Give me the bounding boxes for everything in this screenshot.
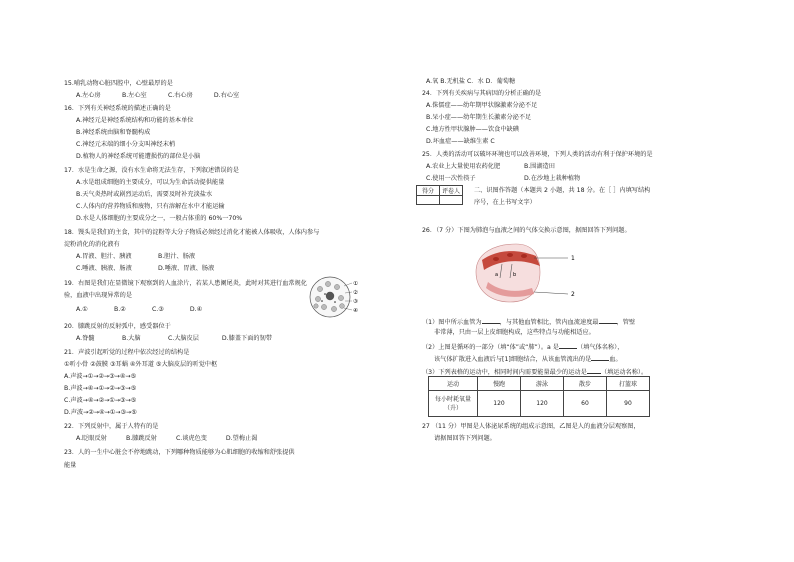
q24-option-d: D.坏血症——缺维生素 C — [426, 138, 495, 145]
oxygen-table — [428, 376, 650, 417]
score-cell[interactable] — [417, 196, 440, 205]
table-head-walk: 散步 — [564, 377, 607, 391]
section2-title-2: 序号，在上书写文字） — [474, 199, 536, 206]
q21-parts: ①听小骨 ②鼓膜 ③耳蜗 ④外耳道 ⑤大脑皮层的听觉中枢 — [64, 361, 218, 368]
q21-option-b: B.声波→④→①→②→③→⑤ — [64, 385, 137, 392]
q23-options: A.氧 B.无机盐 C．水 D．葡萄糖 — [426, 78, 516, 85]
q22-options: A.眨眼反射 B.膝跳反射 C.谈虎色变 D.望梅止渴 — [76, 435, 258, 442]
fig-label-b: b — [513, 272, 517, 278]
q27-stem: 27 （11 分）甲图是人体泌尿系统的组成示意图，乙图是人的血液分层观察图， — [422, 423, 640, 430]
q16-option-a: A.神经元是神经系统结构和功能的基本单位 — [76, 117, 194, 124]
blood-smear-figure — [308, 274, 362, 320]
table-cell-swim: 120 — [521, 391, 564, 417]
q26-sub2: （2）上图是循环的一部分（填“体”或“肺”）。a 是 （填气体名称）， — [422, 344, 624, 351]
q24-stem: 24．下列有关疾病与其病因的分析正确的是 — [422, 90, 542, 97]
white-blood-cell — [326, 292, 334, 300]
q18-stem: 18．馒头是我们的主食，其中的淀粉等大分子物质必须经过消化才能被人体吸收，人体内参与 — [64, 229, 320, 236]
q26-sub1: （1）图中所示血管为 ，与其他血管相比，管内血流速度最 ，管壁 — [422, 319, 636, 326]
q27-stem-2: 请据图回答下列问题。 — [434, 435, 496, 442]
q26-sub3: （3）下列表格的运动中，相同时间内需要能量最少的运动是 （填运动名称）。 — [422, 369, 648, 376]
q19-options: A.① B.② C.③ D.④ — [76, 306, 203, 313]
q26-sub1-cont: 非常薄，只由一层上皮细胞构成，这些特点与功能相适应。 — [434, 329, 595, 336]
blank-vessel[interactable] — [482, 317, 500, 324]
fig-label-1: ① — [353, 281, 358, 287]
q18-options-row1: A.胃液、胆汁、胰液 B.胆汁、肠液 — [76, 253, 196, 260]
fig-label-2: 2 — [571, 291, 575, 298]
q25-stem: 25．人类的活动可以破坏环境也可以改善环境，下列人类的活动有利于保护环境的是 — [422, 151, 653, 158]
q17-stem: 17．水是生命之源，没有水生命将无法生存，下列叙述错误的是 — [64, 167, 239, 174]
q24-option-c: C.地方性甲状腺肿——饮食中缺碘 — [426, 126, 519, 133]
q23-stem: 23．人的一生中心脏会不停地跳动，下列哪种物质能够为心肌细胞的收缩和舒张提供 — [64, 449, 295, 456]
q16-stem: 16．下列有关神经系统的描述正确的是 — [64, 105, 171, 112]
table-head-basketball: 打篮球 — [607, 377, 650, 391]
q15-options: A.左心房 B.左心室 C.右心房 D.右心室 — [76, 92, 240, 99]
table-cell-jog: 120 — [478, 391, 521, 417]
blank-exercise[interactable] — [587, 367, 601, 374]
table-cell-walk: 60 — [564, 391, 607, 417]
table-head-swim: 游泳 — [521, 377, 564, 391]
table-cell-basketball: 90 — [607, 391, 650, 417]
q21-option-c: C.声波→④→②→①→③→⑤ — [64, 397, 137, 404]
fig-label-3: ③ — [353, 299, 358, 305]
grader-cell[interactable] — [440, 196, 463, 205]
table-row-label: 每小时耗氧量（升） — [429, 391, 478, 417]
table-head-jog: 慢跑 — [478, 377, 521, 391]
q17-option-d: D.水是人体细胞的主要成分之一，一般占体重的 60%一70% — [76, 215, 243, 222]
fig-label-4: ④ — [353, 308, 358, 314]
q21-stem: 21．声波引起听觉的过程中依次经过的结构是 — [64, 349, 190, 356]
q15-stem: 15.哺乳动物心脏四腔中，心壁最厚的是 — [64, 80, 173, 87]
q20-stem: 20．膝跳反射的反射弧中，感受器位于 — [64, 323, 171, 330]
q23-stem-2: 能量 — [64, 462, 77, 469]
blank-speed[interactable] — [599, 317, 617, 324]
alveolus-capillary-figure — [474, 242, 584, 306]
q19-stem-2: 验，血液中出现异常的是 — [64, 292, 133, 299]
q16-option-c: C.神经元末端的细小分支叫神经末梢 — [76, 141, 176, 148]
q21-option-a: A.声波→①→②→③→④→⑤ — [64, 373, 137, 380]
fig-label-1: 1 — [571, 255, 575, 262]
q24-option-a: A.侏儒症——幼年期甲状腺激素分泌不足 — [426, 102, 538, 109]
q21-option-d: D.声波→②→④→①→③→⑤ — [64, 409, 137, 416]
blank-gas[interactable] — [559, 342, 577, 349]
q16-option-b: B.神经系统由脑和脊髓构成 — [76, 129, 151, 136]
score-head-score: 得分 — [417, 186, 440, 196]
q17-option-b: B.天气炎热时或剧烈运动后，需要及时补充淡盐水 — [76, 191, 213, 198]
q25-options-row1: A.农业上大量使用农药化肥 B.围湖造田 — [426, 163, 555, 170]
q17-option-a: A.水是组成细胞的主要成分，可以为生命活动提供能量 — [76, 179, 225, 186]
leader-2 — [534, 292, 568, 294]
q18-stem-2: 淀粉消化的消化液有 — [64, 241, 120, 248]
q20-options: A.脊髓 B.大脑 C.大脑皮层 D.膝盖下面的韧带 — [76, 335, 272, 342]
q26-sub2-cont: 该气体扩散进入血液后与[1]细胞结合，从该血管流出的是 血。 — [434, 356, 622, 363]
q18-options-row2: C.唾液、胰液、肠液 D.唾液、胃液、肠液 — [76, 265, 215, 272]
section2-title: 二、识图作答题（本题共 2 小题，共 18 分。在［ ］内填写结构 — [474, 187, 651, 194]
score-head-grader: 评卷人 — [440, 186, 463, 196]
fig-label-2: ② — [353, 290, 358, 296]
score-table — [416, 185, 463, 205]
q24-option-b: B.呆小症——幼年期生长激素分泌不足 — [426, 114, 532, 121]
q26-stem: 26．（7 分）下图为肺泡与血液之间的气体交换示意图，据图回答下列问题。 — [422, 227, 631, 234]
q17-option-c: C.人体内的营养物质和废物，只有溶解在水中才能运输 — [76, 203, 225, 210]
q16-option-d: D.植物人的神经系统可能遭损伤的部位是小脑 — [76, 153, 201, 160]
q25-options-row2: C.使用一次性筷子 D.在沙地上栽种植物 — [426, 175, 581, 182]
q19-stem: 19．右图是我们在显微镜下观察到的人血涂片，若某人患阑尾炎，此时对其进行血常规化 — [64, 280, 307, 287]
fig-label-a: a — [495, 272, 499, 278]
q22-stem: 22．下列反射中，属于人特有的是 — [64, 423, 159, 430]
blank-blood[interactable] — [591, 354, 609, 361]
table-head-exercise: 运动 — [429, 377, 478, 391]
